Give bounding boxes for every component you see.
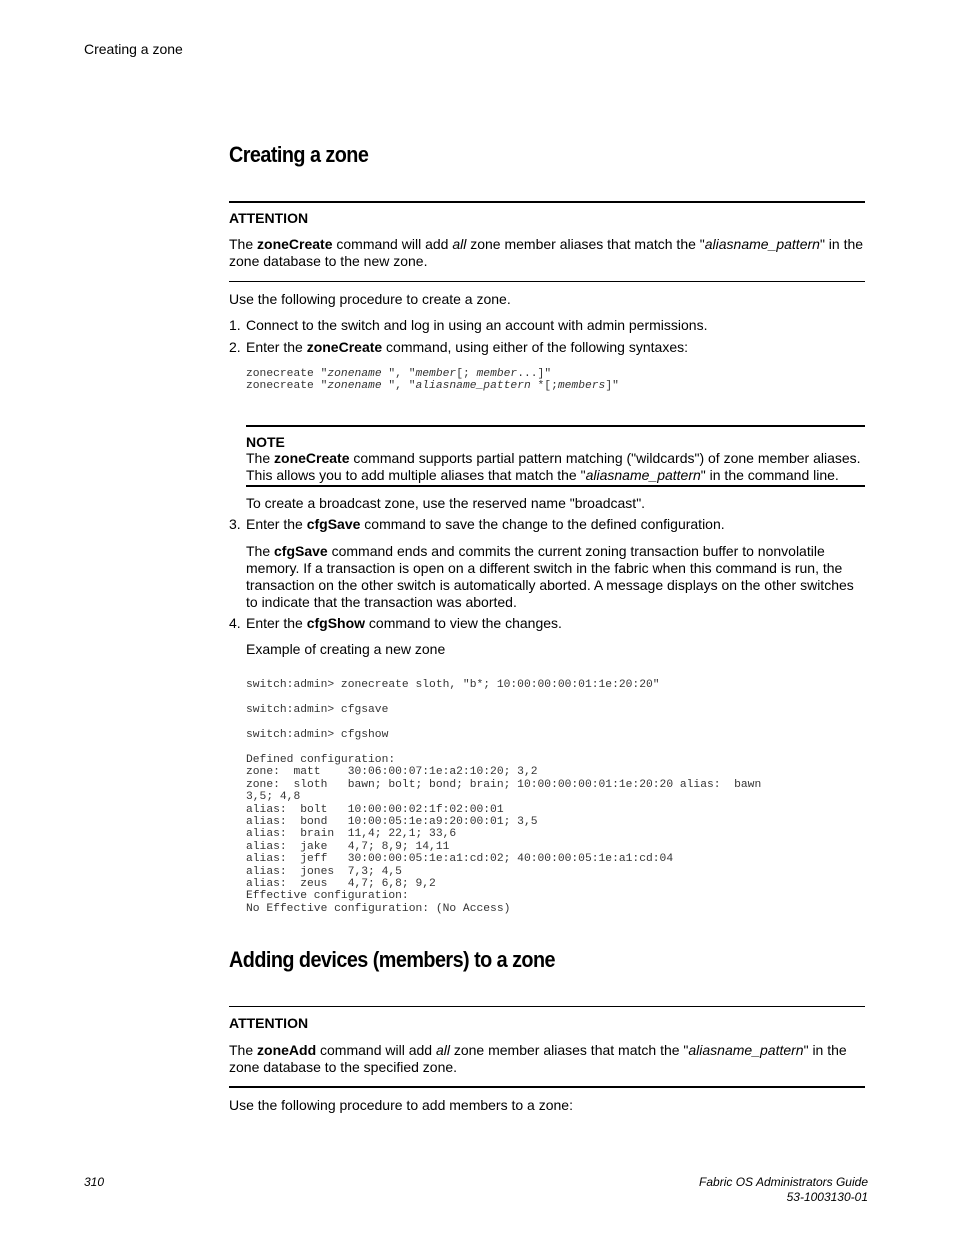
doc-number: 53-1003130-01 [786, 1190, 868, 1204]
attention-label: ATTENTION [229, 210, 309, 226]
note-text: The zoneCreate command supports partial pattern matching ("wildcards") of zone member aliases. This allows you to add multiple aliases that match the "aliasname_pattern" in the command line. [246, 450, 861, 483]
attention-top-rule [229, 1006, 865, 1007]
step-text: Enter the cfgShow command to view the changes. [246, 615, 562, 631]
syntax-line: zonecreate "zonename ", "aliasname_pattern *[;members]" [246, 380, 619, 392]
running-header: Creating a zone [84, 41, 183, 57]
step-text: Connect to the switch and log in using an account with admin permissions. [246, 317, 708, 333]
step-text: Enter the cfgSave command to save the change to the defined configuration. [246, 516, 725, 532]
step-text: Enter the zoneCreate command, using either of the following syntaxes: [246, 339, 688, 355]
attention-label: ATTENTION [229, 1015, 309, 1031]
syntax-line: zonecreate "zonename ", "member[; member...]" [246, 368, 552, 380]
procedure-intro: Use the following procedure to create a zone. [229, 291, 511, 307]
code-command: switch:admin> cfgsave [246, 704, 389, 716]
step-number: 1. [229, 317, 241, 333]
note-top-rule [246, 425, 865, 427]
attention-text: The zoneCreate command will add all zone member aliases that match the "aliasname_pattern" in the zone database to the new zone. [229, 236, 864, 269]
code-command: switch:admin> cfgshow [246, 729, 389, 741]
attention-bottom-rule [229, 1086, 865, 1088]
broadcast-note: To create a broadcast zone, use the reserved name "broadcast". [246, 495, 646, 511]
attention-text: The zoneAdd command will add all zone member aliases that match the "aliasname_pattern" in the zone database to the specified zone. [229, 1042, 847, 1075]
attention-top-rule [229, 201, 865, 203]
step-number: 2. [229, 339, 241, 355]
code-command: switch:admin> zonecreate sloth, "b*; 10:00:00:00:01:1e:20:20" [246, 679, 660, 691]
page-number: 310 [84, 1175, 105, 1189]
code-output: Defined configuration: zone: matt 30:06:00:07:1e:a2:10:20; 3,2 zone: sloth bawn; bolt; bond; brain; 10:00:00:00:01:1e:20:20 alias: bawn 3,5; 4,8 alias: bolt 10:00:00:02:1f:02:00:01 alias: bond 10:00:05:1e:a9:20:00:01; 3,5 alias: brain 11,4; 22,1; 33,6 alias: jake 4,7; 8,9; 14,11 alias: jeff 30:00:00:05:1e:a1:cd:02; 40:00:00:05:1e:a1:cd:04 alias: jones 7,3; 4,5 alias: zeus 4,7; 6,8; 9,2 Effective configuration: No Effective configuration: (No Access) [246, 754, 762, 915]
example-caption: Example of creating a new zone [246, 641, 446, 657]
procedure-intro: Use the following procedure to add members to a zone: [229, 1097, 573, 1113]
attention-bottom-rule [229, 281, 865, 282]
step-number: 4. [229, 615, 241, 631]
note-label: NOTE [246, 434, 285, 450]
step-number: 3. [229, 516, 241, 532]
section-heading-adding-devices: Adding devices (members) to a zone [229, 947, 556, 972]
note-bottom-rule [246, 485, 865, 487]
section-heading-creating-zone: Creating a zone [229, 142, 369, 167]
doc-title: Fabric OS Administrators Guide [699, 1175, 868, 1189]
cfgsave-description: The cfgSave command ends and commits the current zoning transaction buffer to nonvolatile memory. If a transaction is open on a different switch in the fabric when this command is run, the transaction on the other switch is automatically aborted. A message displays on the other switches to indicate that the transaction was aborted. [246, 543, 854, 610]
